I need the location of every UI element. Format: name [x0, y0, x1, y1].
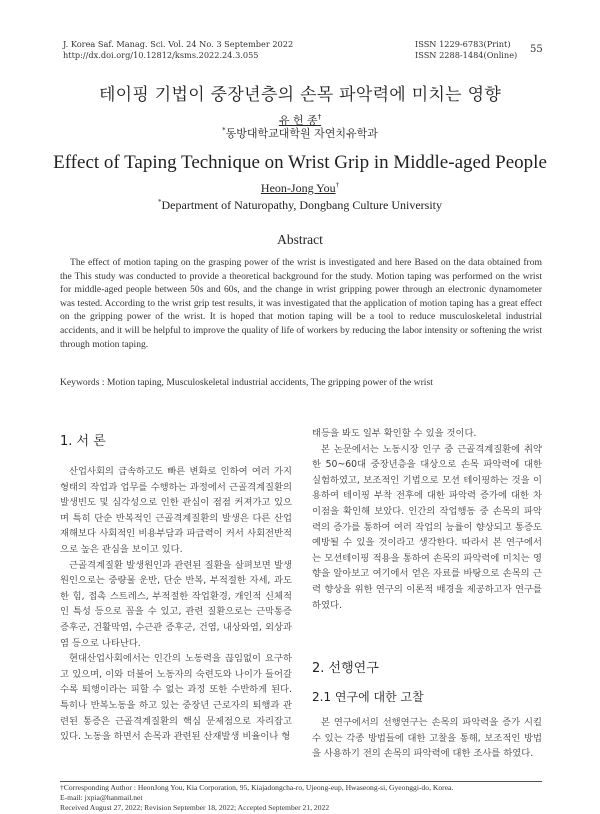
- korean-affiliation-text: 동방대학교대학원 자연치유학과: [225, 127, 378, 140]
- section-2-heading: 2. 선행연구: [312, 661, 379, 676]
- page-number: 55: [530, 44, 543, 55]
- english-author: [0, 181, 600, 196]
- right-column-lower: [312, 715, 542, 762]
- corresponding-author: †Corresponding Author : HeonJong You, Kia Corporation, 95, Kiajadongcha-ro, Ujeong-eup, Hwaseong-si, Gyeonggi-do, Korea.: [60, 783, 454, 792]
- keywords: [60, 377, 542, 388]
- received-dates: Received August 27, 2022; Revision September 18, 2022; Accepted September 21, 2022: [60, 803, 330, 813]
- paragraph: 태등을 봐도 일부 확인할 수 있을 것이다.: [312, 428, 477, 439]
- corresponding-mark-en: †: [335, 181, 340, 189]
- journal-citation: [63, 39, 293, 61]
- issn-block: [415, 39, 517, 61]
- left-column: [60, 464, 292, 745]
- korean-affiliation: [0, 125, 600, 141]
- subsection-2-1-heading: 2.1 연구에 대한 고찰: [312, 690, 424, 704]
- abstract-body: The effect of motion taping on the grasping power of the wrist is investigated and here Based on the data obtained from the This study was conducted to provide a theoretical background for the study. Motion taping was performed on the wrist for middle-aged people between 50s and 60s, and the change in wrist gripping power through an electronic dynamometer was tested. According to the wrist grip test results, it was investigated that the application of motion taping has a great effect on the gripping power of the wrist. It is hoped that motion taping will be a tool to reduce musculoskeletal industrial accidents, and it will be helpful to improve the quality of life of workers by reducing the labor intensity or softening the wrist through motion taping.: [60, 257, 542, 350]
- right-column: [312, 426, 542, 613]
- keywords-list: Motion taping, Musculoskeletal industrial accidents, The gripping power of the wrist: [106, 377, 433, 388]
- footnote: [60, 783, 542, 814]
- keywords-label: Keywords :: [60, 377, 105, 388]
- corresponding-mark: †: [317, 113, 322, 121]
- journal-line: J. Korea Saf. Manag. Sci. Vol. 24 No. 3 September 2022: [63, 39, 294, 49]
- english-author-name: Heon-Jong You: [260, 181, 336, 195]
- paragraph: 본 논문에서는 노동시장 인구 중 근골격계질환에 취약한 50~60대 중장년층을 대상으로 손목 파악력에 대한 실험하였고, 보조적인 기법으로 모션 테이핑하는 것을 이용하여 테이핑 부착 전후에 대한 파악력 증가에 대한 차이점을 확인해 보았다. 인간의 작업행동 중 손목의 파악력의 증가를 통하여 여러 작업의 능률이 향상되고 통증도 예방될 수 있을 것이라고 생각한다. 따라서 본 연구에서는 모션테이핑 적용을 통하여 손목의 파악력에 미치는 영향을 알아보고 여기에서 얻은 자료를 바탕으로 손목의 근력 향상을 위한 연구의 이론적 배경을 제공하고자 연구를 하였다.: [312, 443, 542, 611]
- affiliation-mark: *: [222, 126, 226, 134]
- affiliation-mark-en: *: [158, 198, 162, 206]
- email-link[interactable]: E-mail: jxpia@hanmail.net: [60, 793, 143, 803]
- abstract-heading: Abstract: [277, 232, 323, 247]
- english-title: Effect of Taping Technique on Wrist Grip in Middle-aged People: [53, 152, 547, 173]
- korean-title: 테이핑 기법이 중장년층의 손목 파악력에 미치는 영향: [98, 85, 502, 105]
- korean-author-name: 유 헌 종: [278, 114, 318, 127]
- paragraph: 현대산업사회에서는 인간의 노동력을 끊임없이 요구하고 있으며, 이와 더불어 노동자의 숙련도와 나이가 들어갈수록 퇴행이라는 피할 수 없는 과정 또한 수반하게 된다. 특히나 반복노동을 하고 있는 중장년 근로자의 퇴행과 관련된 통증은 근골격계질환의 핵심 문제점으로 자리잡고 있다. 노동을 하면서 손목과 관련된 산재발생 비율이나 형: [60, 653, 292, 743]
- section-1-heading: 1. 서 론: [60, 434, 106, 449]
- paragraph: 근골격계질환 발생원인과 관련된 질환을 살펴보면 발생원인으로는 중량물 운반, 단순 반복, 부적절한 자세, 과도한 힘, 접촉 스트레스, 부적절한 작업환경, 개인적 신체적인 특성 등으로 꼽을 수 있고, 관련 질환으로는 근막통증증후군, 건활막염, 수근관 증후군, 건염, 내상와염, 외상과염 등으로 나타난다.: [60, 559, 292, 649]
- english-affiliation: [0, 198, 600, 213]
- doi-link[interactable]: http://dx.doi.org/10.12812/ksms.2022.24.3.055: [63, 50, 259, 60]
- issn-print: ISSN 1229-6783(Print): [415, 39, 511, 49]
- footnote-divider: [60, 781, 542, 782]
- paragraph: 산업사회의 급속하고도 빠른 변화로 인하여 여러 가지 형태의 작업과 업무를 수행하는 과정에서 근골격계질환의 발생빈도 및 심각성으로 인한 관심이 점점 커져가고 있으며 특히 단순 반복적인 근골격계질환의 발생은 다른 산업재해보다 사회적인 비용부담과 파급력이 커서 사회전반적으로 높은 관심을 보이고 있다.: [60, 466, 292, 555]
- english-affiliation-text: Department of Naturopathy, Dongbang Culture University: [161, 198, 442, 212]
- issn-online: ISSN 2288-1484(Online): [415, 50, 518, 60]
- paragraph: 본 연구에서의 선행연구는 손목의 파악력을 증가 시킬 수 있는 각종 방법들에 대한 고찰을 통해, 보조적인 방법을 사용하기 전의 손목의 파악력에 대한 조사를 하였다.: [312, 717, 542, 760]
